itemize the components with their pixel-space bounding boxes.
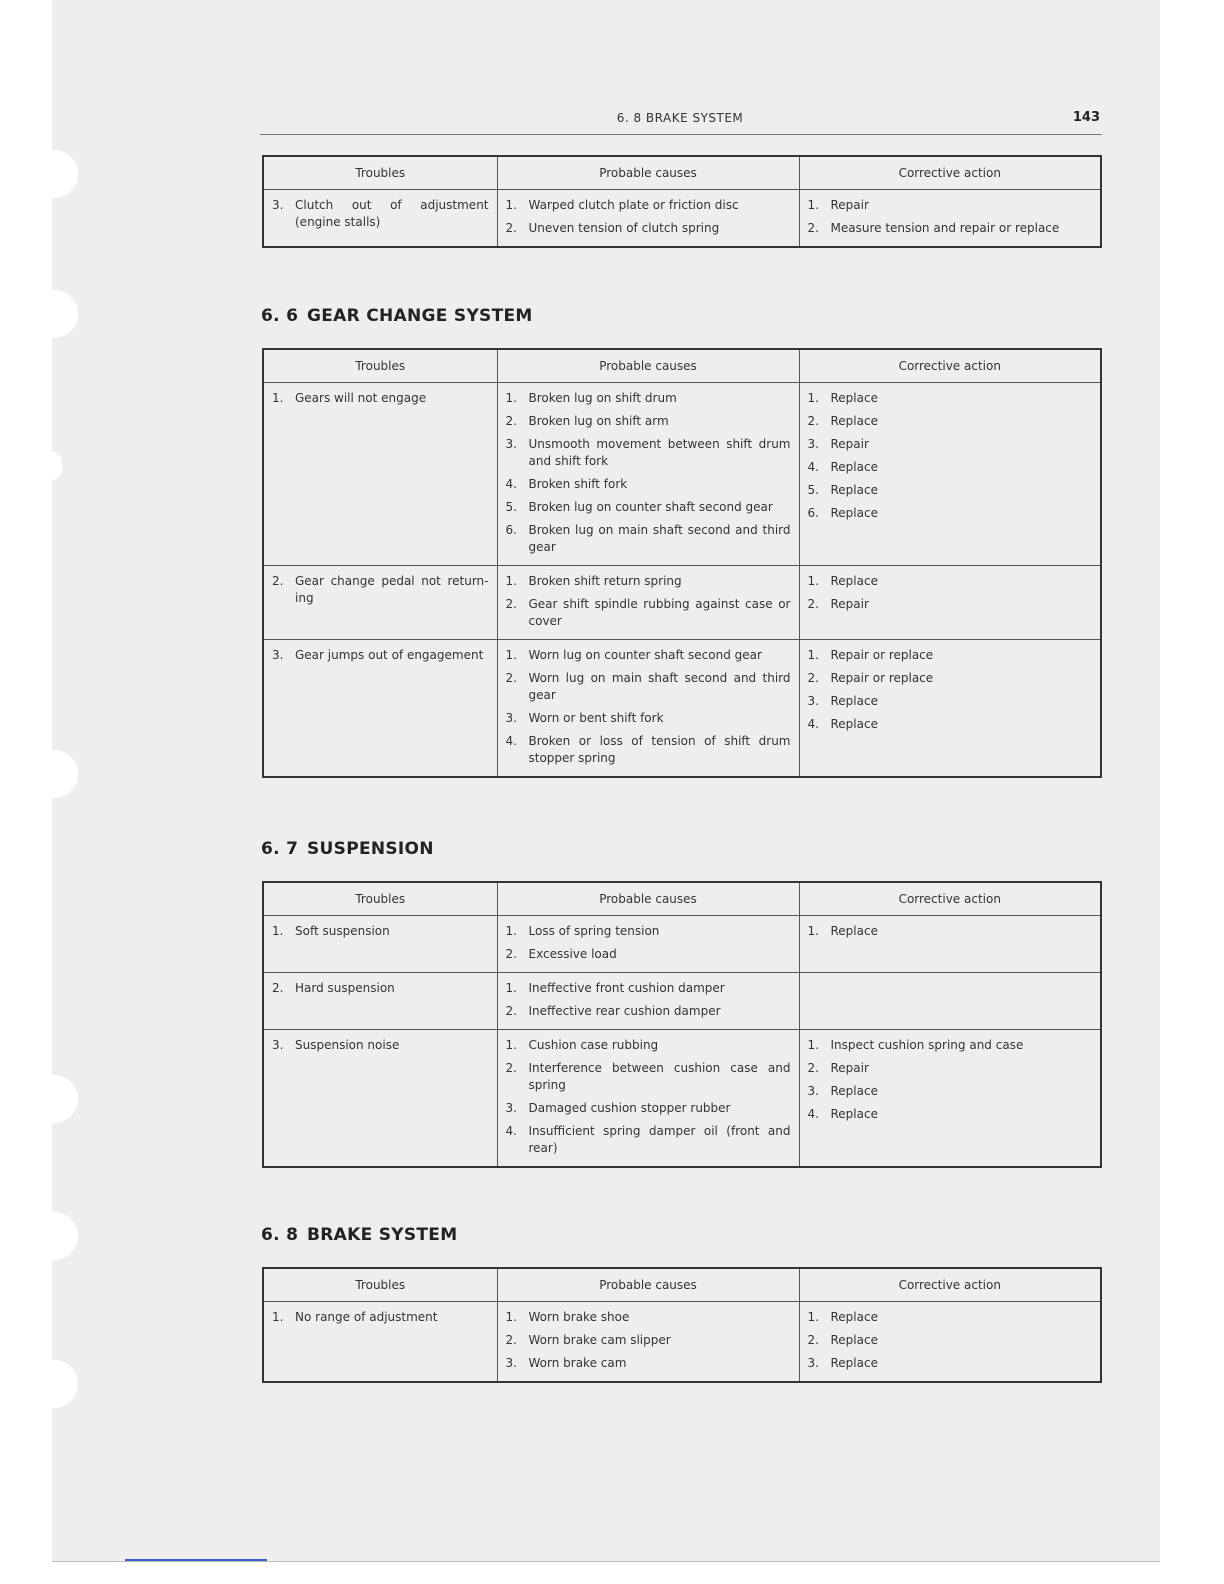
item-text: Repair (830, 1061, 869, 1075)
page-number: 143 (1072, 110, 1100, 125)
item-number: 3. (807, 1084, 819, 1098)
item-number: 2. (807, 1061, 819, 1075)
item-text: Broken shift fork (528, 477, 628, 491)
item-number: 2. (807, 414, 819, 428)
item-text: Worn brake shoe (528, 1310, 630, 1324)
action-item (808, 1083, 1093, 1100)
action-item (808, 197, 1093, 214)
item-number: 6. (807, 506, 819, 520)
causes-cell (497, 640, 799, 778)
item-text: Replace (830, 391, 878, 405)
cause-item (506, 573, 791, 590)
item-number: 2. (807, 671, 819, 685)
item-text: Replace (830, 574, 878, 588)
action-item (808, 459, 1093, 476)
item-number: 6. (505, 523, 517, 537)
item-text: Worn brake cam (528, 1356, 627, 1370)
item-text: Insufficient spring damper oil (front and rear) (528, 1124, 791, 1155)
item-text: Repair (830, 597, 869, 611)
item-text: Suspension noise (295, 1038, 400, 1052)
actions-cell (799, 1030, 1101, 1168)
item-text: Damaged cushion stopper rubber (528, 1101, 731, 1115)
action-item (808, 923, 1093, 940)
clutch-table-continued (262, 155, 1102, 248)
page-bottom-edge (52, 1561, 1160, 1562)
action-item (808, 413, 1093, 430)
item-number: 3. (807, 437, 819, 451)
trouble-cell (263, 566, 497, 640)
item-number: 3. (807, 694, 819, 708)
trouble-item (272, 647, 489, 664)
item-number: 2. (505, 671, 517, 685)
col-header-action: Corrective action (799, 349, 1101, 383)
col-header-action: Corrective action (799, 882, 1101, 916)
item-number: 3. (272, 198, 284, 212)
item-text: Worn or bent shift fork (528, 711, 664, 725)
trouble-cell (263, 973, 497, 1030)
actions-cell (799, 640, 1101, 778)
item-text: Ineffective rear cushion damper (528, 1004, 721, 1018)
header-rule (260, 134, 1102, 135)
trouble-item (272, 1037, 489, 1054)
item-number: 2. (505, 1061, 517, 1075)
item-number: 1. (807, 391, 819, 405)
item-text: Gear shift spindle rubbing against case or cover (528, 597, 791, 628)
action-item (808, 670, 1093, 687)
causes-cell (497, 383, 799, 566)
item-number: 2. (505, 947, 517, 961)
actions-cell (799, 566, 1101, 640)
item-text: Measure tension and repair or replace (830, 221, 1060, 235)
item-number: 2. (505, 221, 517, 235)
cause-item (506, 1309, 791, 1326)
action-item (808, 220, 1093, 237)
trouble-item (272, 980, 489, 997)
causes-cell (497, 190, 799, 248)
item-number: 2. (505, 1333, 517, 1347)
item-number: 4. (807, 717, 819, 731)
col-header-causes: Probable causes (497, 1268, 799, 1302)
item-number: 1. (807, 648, 819, 662)
item-text: No range of adjustment (295, 1310, 438, 1324)
item-text: Uneven tension of clutch spring (528, 221, 720, 235)
item-text: Cushion case rubbing (528, 1038, 659, 1052)
page-bottom-marker (125, 1559, 267, 1561)
item-number: 3. (807, 1356, 819, 1370)
item-number: 4. (807, 1107, 819, 1121)
item-number: 4. (505, 1124, 517, 1138)
col-header-action: Corrective action (799, 156, 1101, 190)
item-text: Replace (830, 1356, 878, 1370)
trouble-item (272, 923, 489, 940)
cause-item (506, 1355, 791, 1372)
trouble-item (272, 197, 489, 231)
action-item (808, 1309, 1093, 1326)
item-number: 1. (505, 198, 517, 212)
gear-change-table (262, 348, 1102, 778)
item-text: Repair or replace (830, 671, 934, 685)
item-number: 1. (272, 391, 284, 405)
item-text: Replace (830, 717, 878, 731)
section-heading-brake (261, 1225, 457, 1245)
item-text: Inspect cushion spring and case (830, 1038, 1024, 1052)
item-number: 2. (807, 597, 819, 611)
item-text: Repair (830, 437, 869, 451)
causes-cell (497, 916, 799, 973)
table-row (263, 973, 1101, 1030)
item-text: Replace (830, 1084, 878, 1098)
action-item (808, 505, 1093, 522)
action-item (808, 1355, 1093, 1372)
item-text: Clutch out of adjustment (engine stalls) (295, 198, 489, 229)
actions-cell (799, 190, 1101, 248)
item-text: Broken shift return spring (528, 574, 682, 588)
causes-cell (497, 1302, 799, 1383)
cause-item (506, 436, 791, 470)
item-text: Hard suspension (295, 981, 395, 995)
table-row (263, 566, 1101, 640)
action-item (808, 1106, 1093, 1123)
cause-item (506, 1003, 791, 1020)
item-number: 3. (505, 1356, 517, 1370)
cause-item (506, 413, 791, 430)
item-number: 1. (505, 924, 517, 938)
trouble-item (272, 573, 489, 607)
cause-item (506, 733, 791, 767)
item-text: Loss of spring tension (528, 924, 660, 938)
item-text: Soft suspension (295, 924, 390, 938)
item-number: 2. (272, 981, 284, 995)
item-text: Replace (830, 506, 878, 520)
item-number: 2. (505, 1004, 517, 1018)
item-number: 1. (505, 574, 517, 588)
item-number: 4. (807, 460, 819, 474)
item-text: Replace (830, 460, 878, 474)
item-text: Replace (830, 1310, 878, 1324)
section-number: 6. 7 (261, 839, 299, 859)
cause-item (506, 710, 791, 727)
cause-item (506, 1100, 791, 1117)
action-item (808, 716, 1093, 733)
action-item (808, 1332, 1093, 1349)
item-number: 4. (505, 734, 517, 748)
item-text: Warped clutch plate or friction disc (528, 198, 739, 212)
item-number: 2. (807, 221, 819, 235)
item-text: Replace (830, 694, 878, 708)
section-title: GEAR CHANGE SYSTEM (307, 306, 533, 326)
section-title: SUSPENSION (307, 839, 434, 859)
item-text: Gear change pedal not return-ing (295, 574, 489, 605)
item-text: Replace (830, 414, 878, 428)
item-number: 3. (505, 437, 517, 451)
cause-item (506, 946, 791, 963)
item-number: 1. (505, 981, 517, 995)
action-item (808, 573, 1093, 590)
actions-cell (799, 1302, 1101, 1383)
item-text: Replace (830, 1107, 878, 1121)
section-title: BRAKE SYSTEM (307, 1225, 458, 1245)
item-number: 4. (505, 477, 517, 491)
cause-item (506, 596, 791, 630)
action-item (808, 1060, 1093, 1077)
item-number: 2. (505, 597, 517, 611)
cause-item (506, 647, 791, 664)
item-text: Worn lug on counter shaft second gear (528, 648, 762, 662)
item-number: 5. (807, 483, 819, 497)
item-text: Replace (830, 924, 878, 938)
col-header-causes: Probable causes (497, 156, 799, 190)
cause-item (506, 197, 791, 214)
item-text: Repair or replace (830, 648, 934, 662)
cause-item (506, 923, 791, 940)
table-row (263, 1030, 1101, 1168)
action-item (808, 436, 1093, 453)
item-text: Gear jumps out of engagement (295, 648, 484, 662)
trouble-cell (263, 190, 497, 248)
cause-item (506, 522, 791, 556)
item-text: Repair (830, 198, 869, 212)
trouble-item (272, 390, 489, 407)
cause-item (506, 1037, 791, 1054)
actions-cell (799, 916, 1101, 973)
item-text: Unsmooth movement between shift drum and shift fork (528, 437, 791, 468)
col-header-action: Corrective action (799, 1268, 1101, 1302)
table-row (263, 383, 1101, 566)
action-item (808, 647, 1093, 664)
section-heading-gear (261, 306, 533, 326)
trouble-cell (263, 1030, 497, 1168)
item-text: Gears will not engage (295, 391, 427, 405)
action-item (808, 390, 1093, 407)
item-number: 2. (272, 574, 284, 588)
item-number: 2. (505, 414, 517, 428)
item-text: Worn lug on main shaft second and third gear (528, 671, 791, 702)
brake-table (262, 1267, 1102, 1383)
item-number: 1. (505, 648, 517, 662)
actions-cell (799, 383, 1101, 566)
causes-cell (497, 566, 799, 640)
item-number: 3. (272, 1038, 284, 1052)
item-number: 1. (807, 574, 819, 588)
table-row (263, 190, 1101, 248)
cause-item (506, 476, 791, 493)
cause-item (506, 1060, 791, 1094)
item-number: 3. (505, 1101, 517, 1115)
item-text: Replace (830, 483, 878, 497)
item-text: Worn brake cam slipper (528, 1333, 671, 1347)
table-row (263, 640, 1101, 778)
col-header-troubles: Troubles (263, 1268, 497, 1302)
action-item (808, 596, 1093, 613)
item-text: Interference between cushion case and spring (528, 1061, 791, 1092)
item-number: 1. (807, 924, 819, 938)
col-header-troubles: Troubles (263, 156, 497, 190)
trouble-cell (263, 916, 497, 973)
cause-item (506, 670, 791, 704)
cause-item (506, 980, 791, 997)
cause-item (506, 220, 791, 237)
item-text: Broken lug on shift drum (528, 391, 677, 405)
trouble-cell (263, 640, 497, 778)
item-text: Broken lug on counter shaft second gear (528, 500, 773, 514)
section-heading-suspension (261, 839, 434, 859)
item-number: 1. (505, 1038, 517, 1052)
suspension-table (262, 881, 1102, 1168)
trouble-cell (263, 383, 497, 566)
item-number: 1. (505, 1310, 517, 1324)
cause-item (506, 390, 791, 407)
item-number: 3. (505, 711, 517, 725)
item-text: Excessive load (528, 947, 617, 961)
item-text: Replace (830, 1333, 878, 1347)
col-header-troubles: Troubles (263, 349, 497, 383)
item-number: 1. (807, 1038, 819, 1052)
item-number: 2. (807, 1333, 819, 1347)
item-number: 1. (807, 198, 819, 212)
item-number: 1. (272, 1310, 284, 1324)
cause-item (506, 1332, 791, 1349)
item-number: 1. (272, 924, 284, 938)
trouble-cell (263, 1302, 497, 1383)
table-row (263, 1302, 1101, 1383)
causes-cell (497, 973, 799, 1030)
table-row (263, 916, 1101, 973)
actions-cell (799, 973, 1101, 1030)
trouble-item (272, 1309, 489, 1326)
action-item (808, 693, 1093, 710)
causes-cell (497, 1030, 799, 1168)
item-number: 5. (505, 500, 517, 514)
running-title: 6. 8 BRAKE SYSTEM (616, 111, 744, 125)
item-text: Broken lug on main shaft second and third gear (528, 523, 791, 554)
cause-item (506, 1123, 791, 1157)
section-number: 6. 6 (261, 306, 299, 326)
item-text: Broken or loss of tension of shift drum stopper spring (528, 734, 791, 765)
col-header-troubles: Troubles (263, 882, 497, 916)
action-item (808, 482, 1093, 499)
col-header-causes: Probable causes (497, 882, 799, 916)
section-number: 6. 8 (261, 1225, 299, 1245)
col-header-causes: Probable causes (497, 349, 799, 383)
item-number: 3. (272, 648, 284, 662)
item-number: 1. (807, 1310, 819, 1324)
item-text: Broken lug on shift arm (528, 414, 669, 428)
action-item (808, 1037, 1093, 1054)
cause-item (506, 499, 791, 516)
item-text: Ineffective front cushion damper (528, 981, 725, 995)
item-number: 1. (505, 391, 517, 405)
